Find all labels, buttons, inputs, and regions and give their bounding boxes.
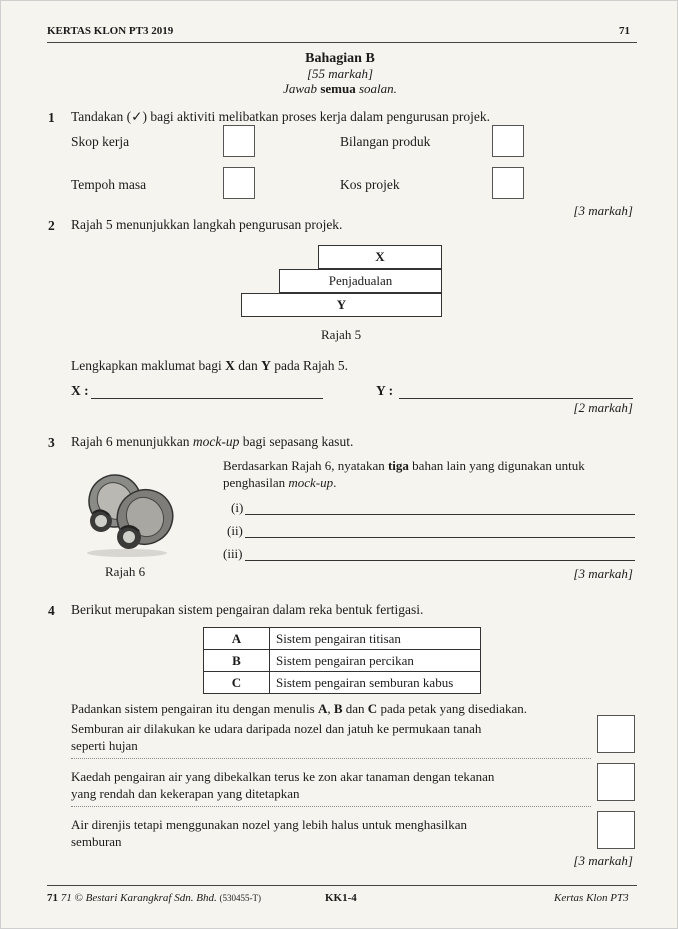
header-page-number: 71 [619,25,630,37]
q1-option-label: Skop kerja [71,134,130,149]
q1-text: Tandakan (✓) bagi aktiviti melibatkan proses kerja dalam pengurusan projek. [71,109,490,124]
table-row [204,672,481,694]
header-rule [47,42,637,43]
q1-checkbox-bilangan[interactable] [492,125,524,157]
q2-step-x: X [318,245,442,269]
q3-answer-label: (iii) [223,546,243,561]
footer-copyright: 71 71 © Bestari Karangkraf Sdn. Bhd. (530455-T) [47,892,261,904]
q2-y-label: Y : [376,383,394,398]
q2-x-label: X : [71,383,89,398]
q3-number: 3 [48,435,55,450]
section-title: Bahagian B [305,51,375,66]
q2-y-answer-line[interactable] [399,397,633,399]
q2-x-answer-line[interactable] [91,397,323,399]
q4-answer-box-3[interactable] [597,811,635,849]
q4-marks: [3 markah] [573,853,633,868]
q4-instruction: Padankan sistem pengairan itu dengan menulis A, B dan C pada petak yang disediakan. [71,701,527,716]
divider [71,758,591,759]
divider [71,806,591,807]
q4-statement: Kaedah pengairan air yang dibekalkan terus ke zon akar tanaman dengan tekanan yang rendah dan kekerapan yang ditetapkan [71,769,495,801]
table-key: B [204,650,270,672]
q4-statement: Air direnjis tetapi menggunakan nozel yang lebih halus untuk menghasilkan semburan [71,817,468,849]
table-value: Sistem pengairan percikan [270,650,481,672]
q2-text: Rajah 5 menunjukkan langkah pengurusan projek. [71,217,343,232]
section-instruction: Jawab semua soalan. [283,81,397,96]
q4-irrigation-table [203,627,481,694]
q4-number: 4 [48,603,55,618]
q1-checkbox-skop[interactable] [223,125,255,157]
footer-rule [47,885,637,886]
table-key: A [204,628,270,650]
q4-statement: Semburan air dilakukan ke udara daripada nozel dan jatuh ke permukaan tanah seperti hujan [71,721,482,753]
q3-instruction: Berdasarkan Rajah 6, nyatakan tiga bahan lain yang digunakan untuk penghasilan mock-up. [223,458,585,490]
q3-caption: Rajah 6 [105,564,146,579]
q1-option-label: Bilangan produk [340,134,431,149]
q3-text: Rajah 6 menunjukkan mock-up bagi sepasang kasut. [71,434,354,449]
footer-code: KK1-4 [325,892,357,904]
table-value: Sistem pengairan titisan [270,628,481,650]
table-value: Sistem pengairan semburan kabus [270,672,481,694]
header-title: KERTAS KLON PT3 2019 [47,25,174,37]
q4-answer-box-2[interactable] [597,763,635,801]
q1-checkbox-kos[interactable] [492,167,524,199]
q1-marks: [3 markah] [573,203,633,218]
q1-number: 1 [48,110,55,125]
q2-caption: Rajah 5 [321,327,362,342]
q2-step-penjadualan: Penjadualan [279,269,442,293]
q3-answer-label: (i) [231,500,244,515]
section-marks: [55 markah] [306,66,374,81]
q1-checkbox-tempoh[interactable] [223,167,255,199]
q2-number: 2 [48,218,55,233]
table-row [204,650,481,672]
q3-answer-line-iii[interactable] [245,559,635,561]
q1-option-label: Kos projek [340,177,400,192]
q4-text: Berikut merupakan sistem pengairan dalam reka bentuk fertigasi. [71,602,424,617]
q1-option-label: Tempoh masa [71,177,147,192]
q4-answer-box-1[interactable] [597,715,635,753]
q3-answer-line-i[interactable] [245,513,635,515]
q2-instruction: Lengkapkan maklumat bagi X dan Y pada Rajah 5. [71,358,349,373]
q3-marks: [3 markah] [573,566,633,581]
q2-marks: [2 markah] [573,400,633,415]
q3-answer-line-ii[interactable] [245,536,635,538]
shoe-mockup-illustration [79,463,183,559]
table-row [204,628,481,650]
table-key: C [204,672,270,694]
q2-step-y: Y [241,293,442,317]
q3-answer-label: (ii) [227,523,243,538]
footer-series: Kertas Klon PT3 [554,892,629,904]
